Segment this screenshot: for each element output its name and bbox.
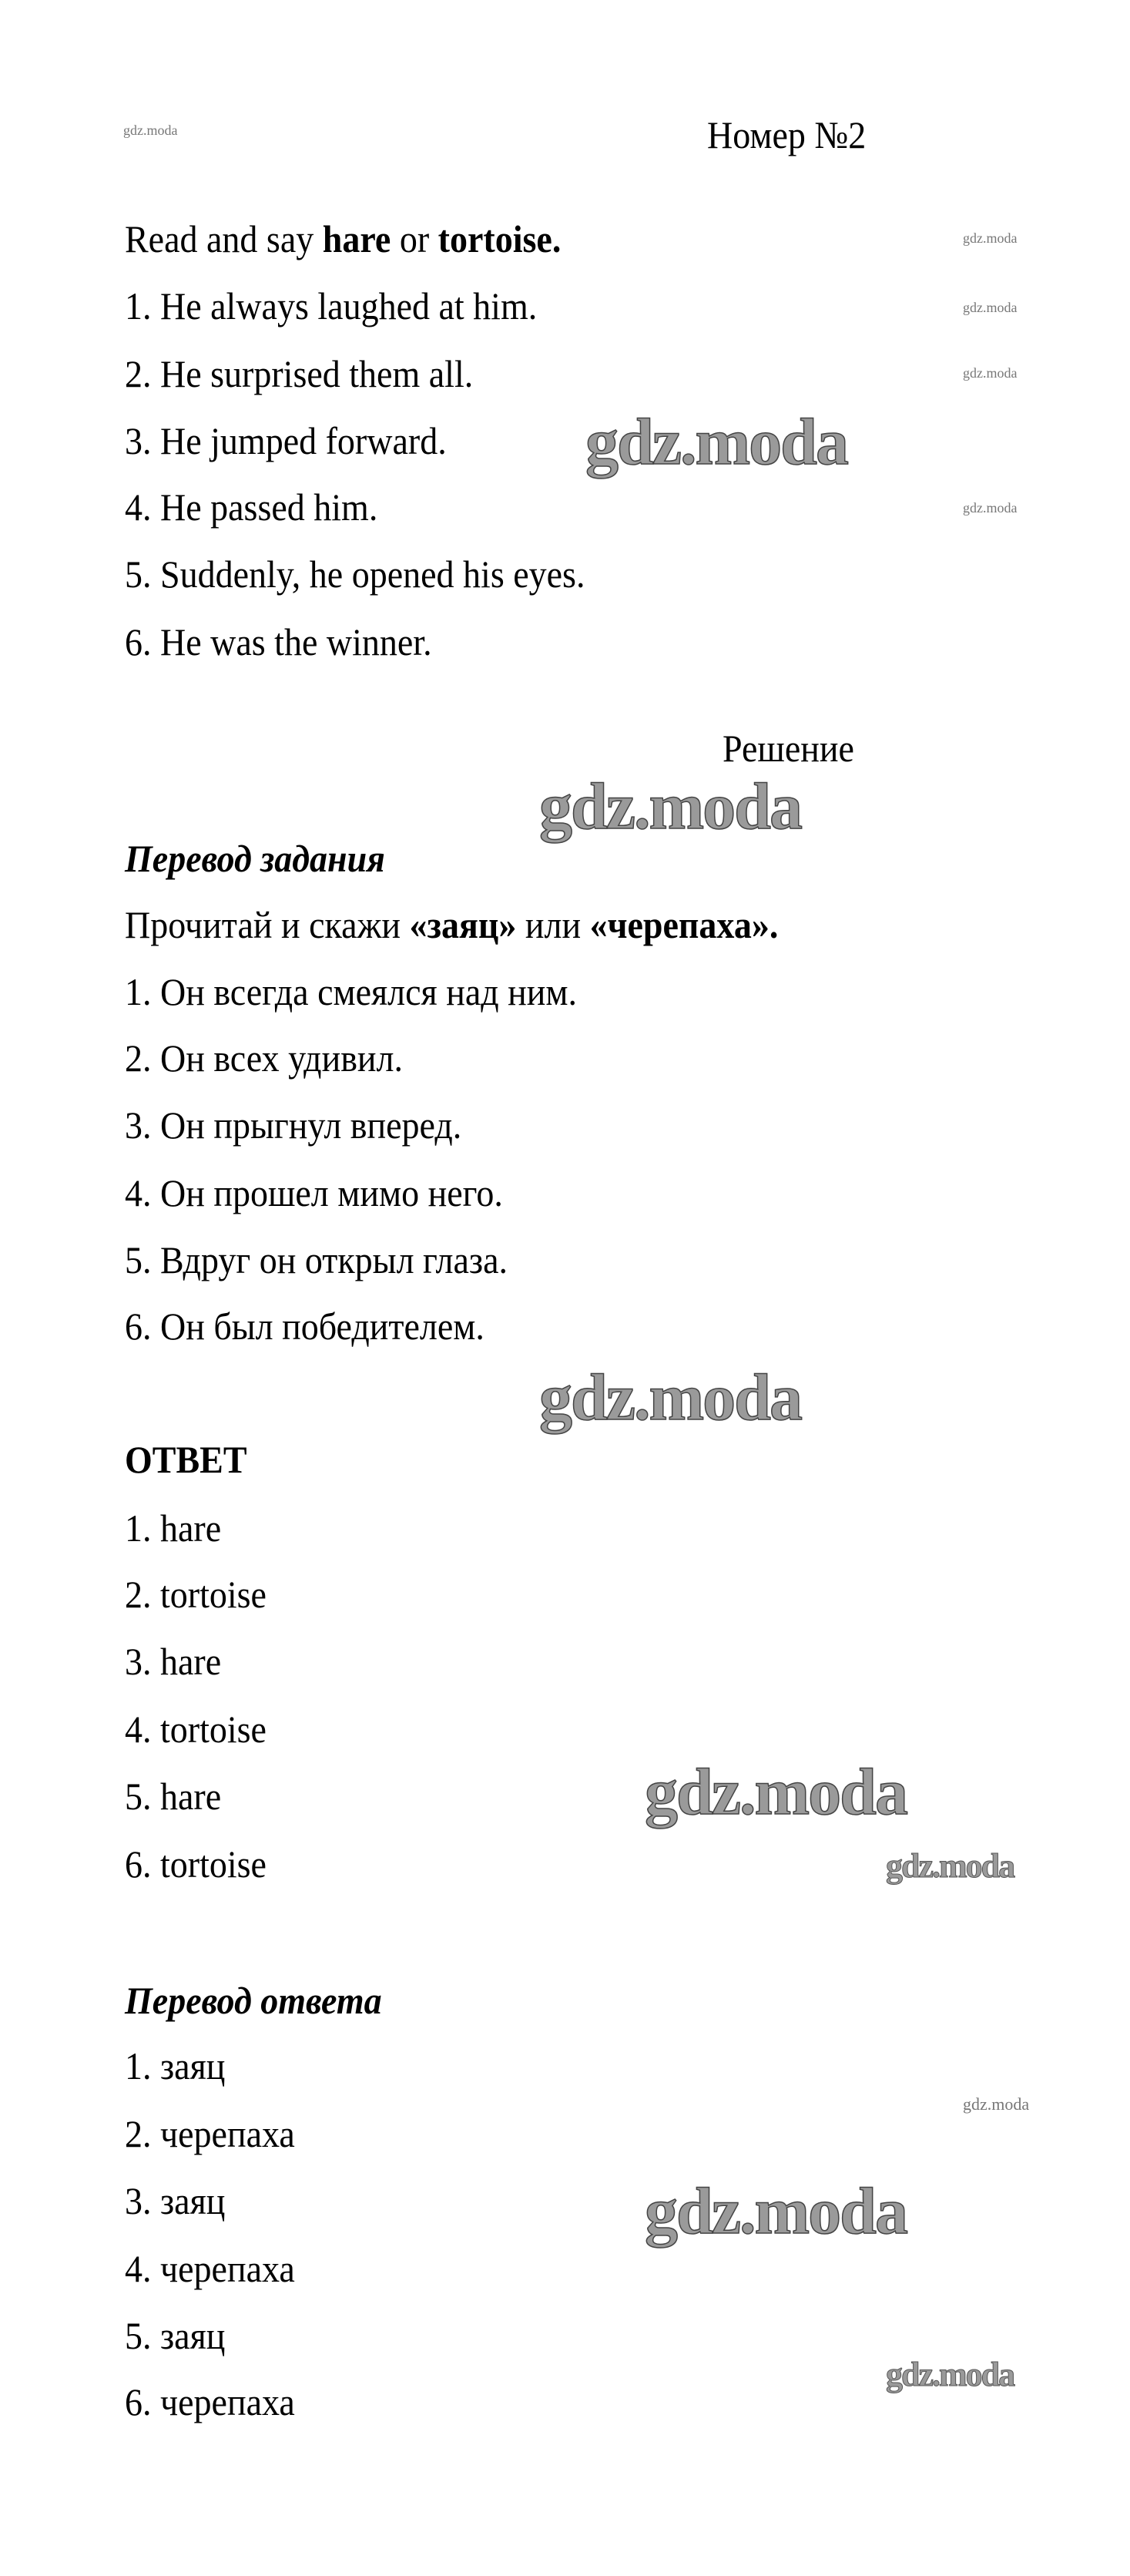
watermark: gdz.moda xyxy=(963,500,1018,516)
answer-item: 2. tortoise xyxy=(125,1573,267,1616)
watermark: gdz.moda xyxy=(645,2174,907,2248)
answer-translation-item: 4. черепаха xyxy=(125,2247,295,2290)
watermark: gdz.moda xyxy=(886,1847,1014,1885)
answer-translation-item: 1. заяц xyxy=(125,2044,226,2087)
task-item: 1. He always laughed at him. xyxy=(125,284,538,327)
task-item: 4. He passed him. xyxy=(125,485,378,529)
watermark: gdz.moda xyxy=(963,230,1018,246)
task-translation-instruction xyxy=(125,902,778,948)
answer-translation-item: 5. заяц xyxy=(125,2314,226,2357)
task-translation-item: 4. Он прошел мимо него. xyxy=(125,1171,503,1214)
instruction-hare: «заяц» xyxy=(409,903,517,946)
page-title: Номер №2 xyxy=(707,113,867,156)
instruction-text: Прочитай и скажи xyxy=(125,903,410,946)
instruction-or: or xyxy=(391,217,438,260)
answer-translation-item: 2. черепаха xyxy=(125,2112,295,2155)
solution-label: Решение xyxy=(723,727,854,770)
task-instruction xyxy=(125,216,561,262)
answer-item: 1. hare xyxy=(125,1506,222,1550)
answer-item: 4. tortoise xyxy=(125,1708,267,1751)
task-item: 5. Suddenly, he opened his eyes. xyxy=(125,552,585,596)
instruction-or: или xyxy=(516,903,590,946)
watermark: gdz.moda xyxy=(645,1755,907,1829)
answer-item: 6. tortoise xyxy=(125,1842,267,1886)
answer-translation-item: 6. черепаха xyxy=(125,2380,295,2423)
instruction-tortoise: tortoise. xyxy=(438,217,562,260)
task-translation-item: 2. Он всех удивил. xyxy=(125,1036,403,1080)
watermark: gdz.moda xyxy=(886,2356,1014,2393)
watermark: gdz.moda xyxy=(539,769,801,843)
answer-translation-heading: Перевод ответа xyxy=(125,1979,382,2022)
task-translation-item: 1. Он всегда смеялся над ним. xyxy=(125,970,578,1013)
watermark: gdz.moda xyxy=(539,1360,801,1434)
task-translation-heading: Перевод задания xyxy=(125,837,385,880)
task-translation-item: 3. Он прыгнул вперед. xyxy=(125,1103,462,1147)
answer-translation-item: 3. заяц xyxy=(125,2179,226,2222)
instruction-text: Read and say xyxy=(125,217,323,260)
watermark: gdz.moda xyxy=(123,123,178,138)
answer-heading: ОТВЕТ xyxy=(125,1438,247,1481)
task-translation-item: 6. Он был победителем. xyxy=(125,1305,485,1348)
task-item: 3. He jumped forward. xyxy=(125,419,447,462)
instruction-hare: hare xyxy=(322,217,391,260)
watermark: gdz.moda xyxy=(963,2094,1030,2114)
task-item: 2. He surprised them all. xyxy=(125,352,474,395)
answer-item: 5. hare xyxy=(125,1775,222,1818)
watermark: gdz.moda xyxy=(963,300,1018,315)
answer-item: 3. hare xyxy=(125,1640,222,1683)
instruction-tortoise: «черепаха». xyxy=(589,903,779,946)
watermark: gdz.moda xyxy=(585,405,847,479)
watermark: gdz.moda xyxy=(963,365,1018,381)
task-translation-item: 5. Вдруг он открыл глаза. xyxy=(125,1238,508,1281)
task-item: 6. He was the winner. xyxy=(125,620,432,663)
